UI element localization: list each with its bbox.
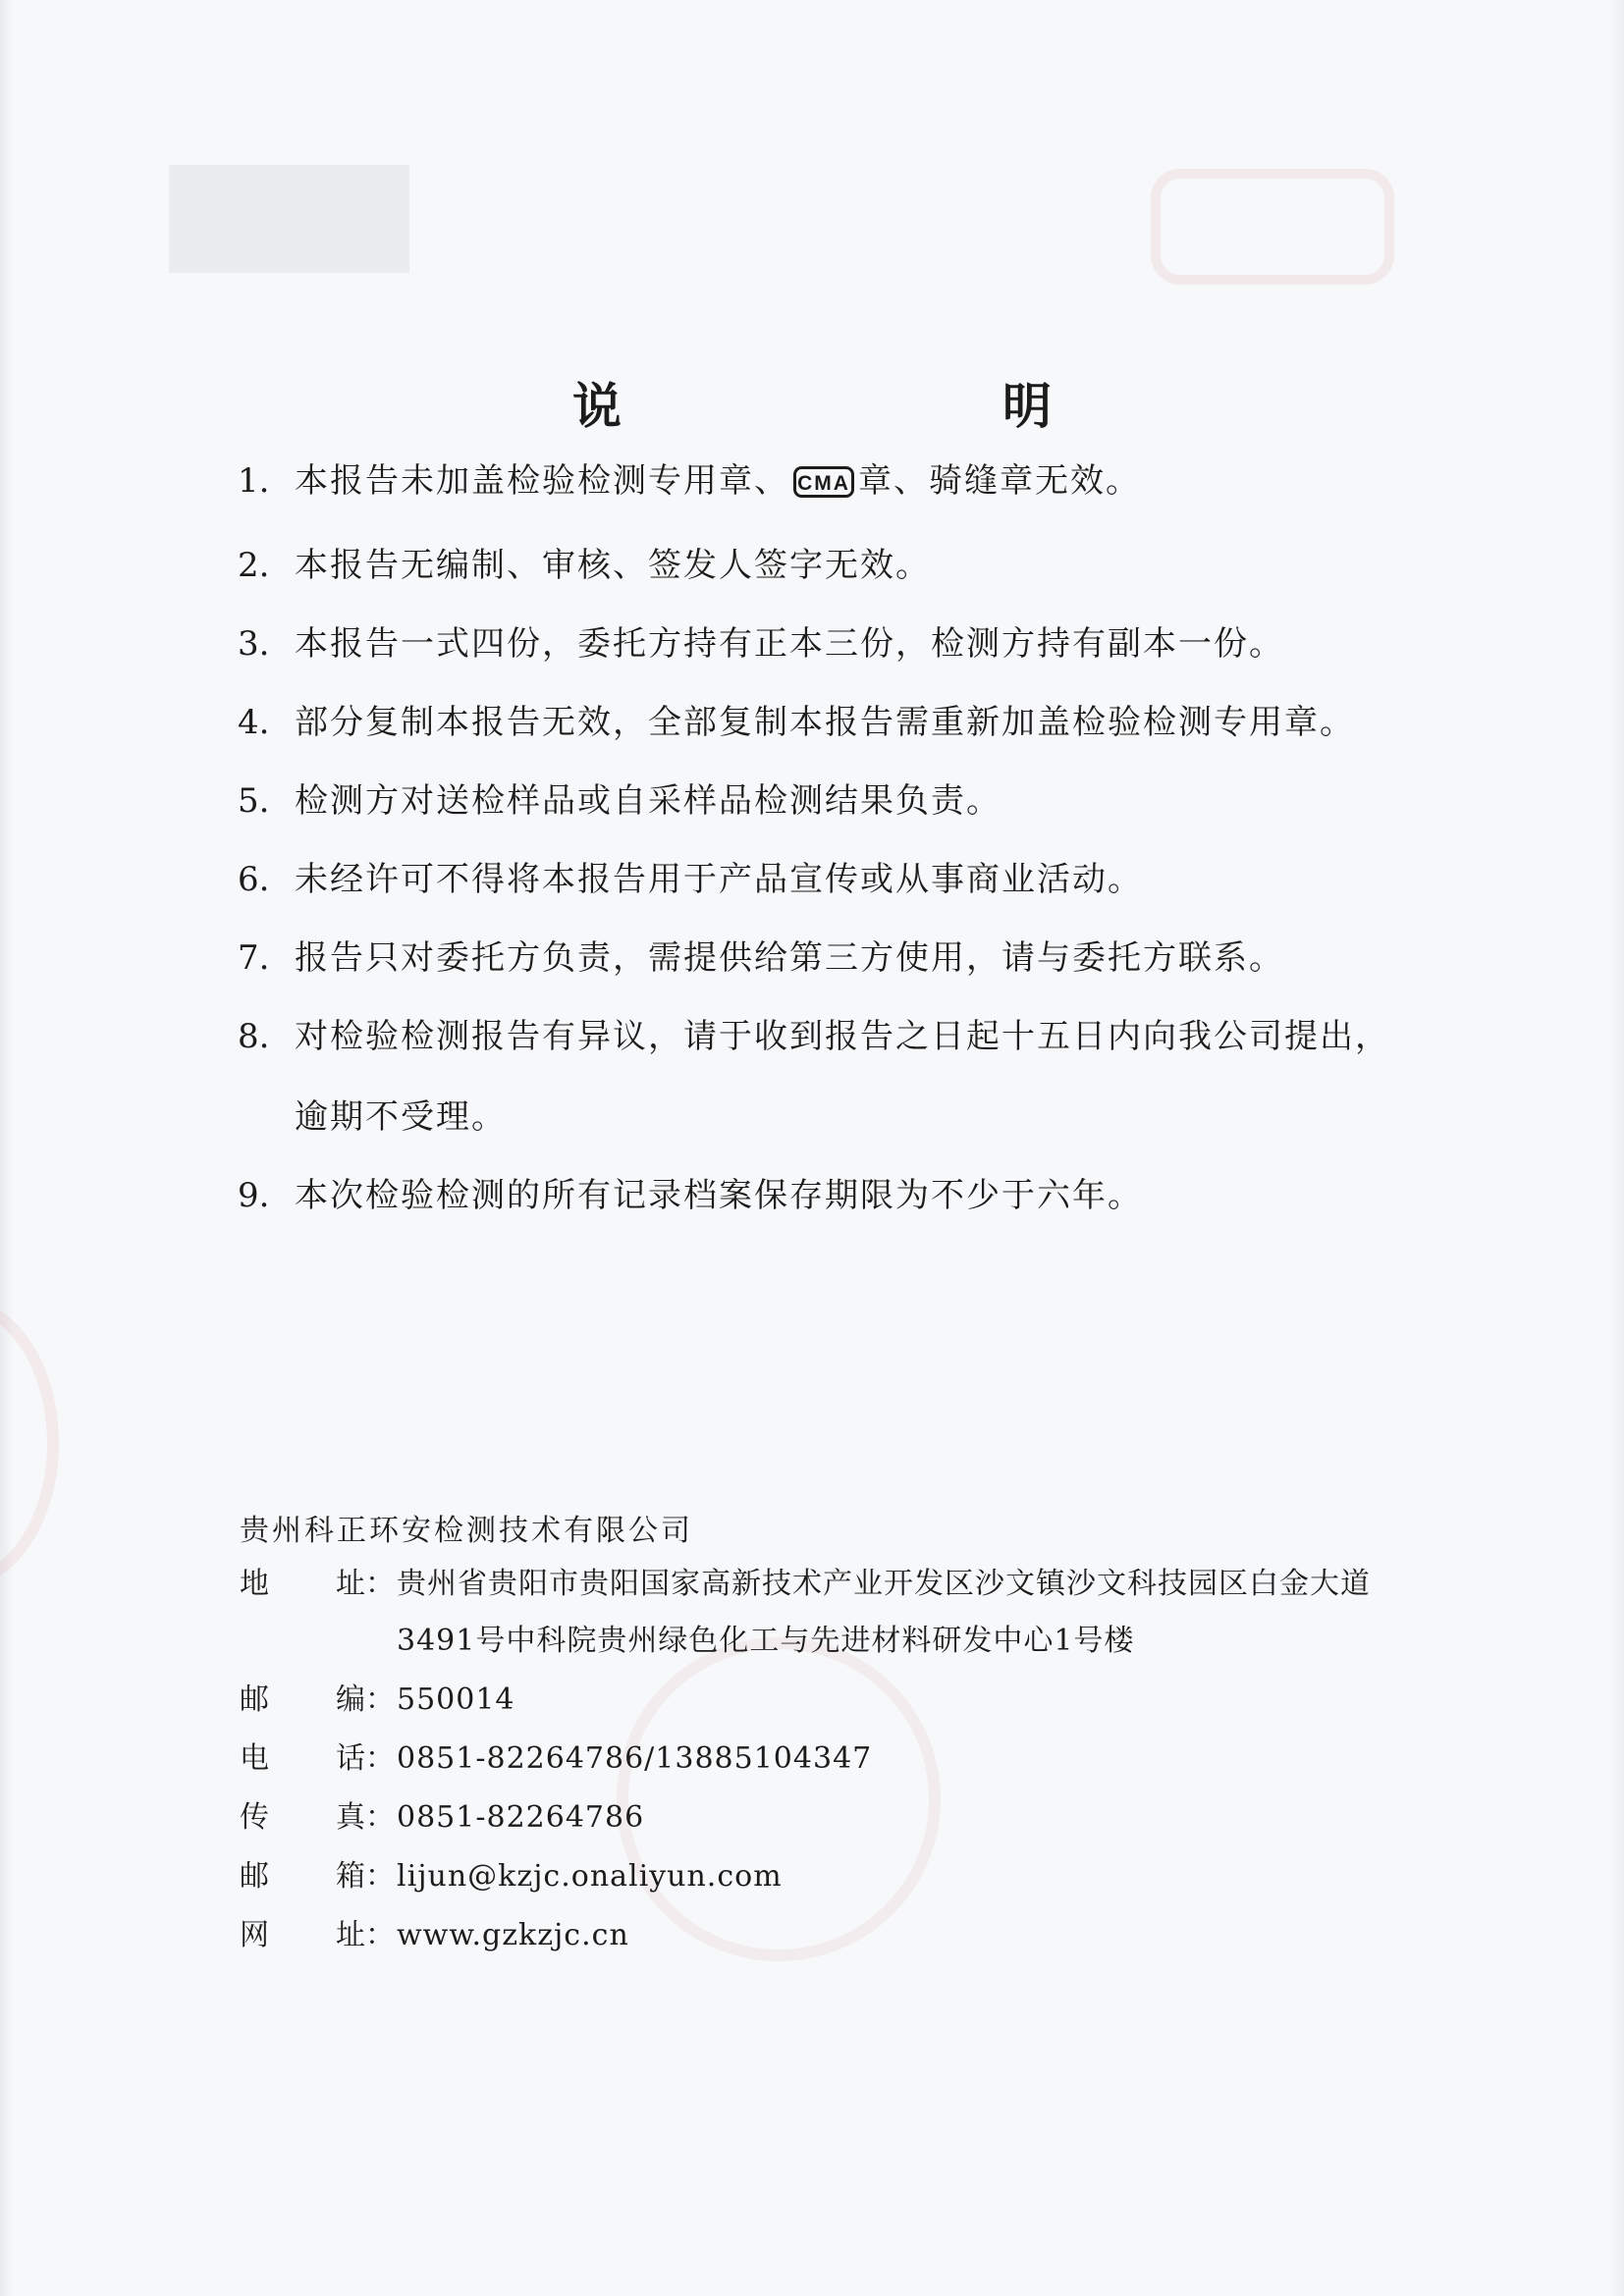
item-text-part: 本报告未加盖检验检测专用章、 xyxy=(295,461,789,501)
svg-text:CMA: CMA xyxy=(797,472,850,495)
company-name: 贵州科正环安检测技术有限公司 xyxy=(240,1514,693,1548)
item-number: 3. xyxy=(238,624,270,664)
item-text: 检测方对送检样品或自采样品检测结果负责。 xyxy=(295,781,1001,821)
page-title: 说 明 xyxy=(572,378,1146,435)
postcode-row xyxy=(240,1679,1467,1722)
item-text: 本报告无编制、审核、签发人签字无效。 xyxy=(295,546,931,585)
website-label: 网 址： xyxy=(240,1918,395,1952)
postcode-label: 邮 编： xyxy=(240,1682,395,1717)
item-number: 1. xyxy=(238,461,270,501)
list-item xyxy=(238,1015,1435,1139)
fax-row xyxy=(240,1796,1467,1840)
cma-logo-icon xyxy=(793,465,854,508)
email-row xyxy=(240,1855,1467,1898)
item-text: 本报告一式四份，委托方持有正本三份，检测方持有副本一份。 xyxy=(295,624,1284,664)
item-text xyxy=(295,1015,1435,1139)
address-line-1: 贵州省贵阳市贵阳国家高新技术产业开发区沙文镇沙文科技园区白金大道 xyxy=(397,1567,1371,1601)
phone-value: 0851-82264786/13885104347 xyxy=(397,1741,873,1776)
list-item xyxy=(238,459,1435,508)
item-number: 6. xyxy=(238,860,270,899)
email-label: 邮 箱： xyxy=(240,1859,395,1894)
item-text: 部分复制本报告无效，全部复制本报告需重新加盖检验检测专用章。 xyxy=(295,703,1355,742)
address-line-2: 3491号中科院贵州绿色化工与先进材料研发中心1号楼 xyxy=(397,1624,1135,1658)
item-text-line: 对检验检测报告有异议，请于收到报告之日起十五日内向我公司提出， xyxy=(295,1017,1390,1056)
edge-seal-mark xyxy=(0,1296,59,1590)
list-item xyxy=(238,701,1435,744)
item-text xyxy=(295,459,1435,508)
item-number: 2. xyxy=(238,546,270,585)
list-item xyxy=(238,779,1435,823)
contact-info xyxy=(240,1563,1467,1973)
list-item xyxy=(238,936,1435,980)
show-through-mark xyxy=(169,165,409,273)
fax-label: 传 真： xyxy=(240,1800,395,1835)
website-value: www.gzkzjc.cn xyxy=(397,1918,629,1952)
item-text: 未经许可不得将本报告用于产品宣传或从事商业活动。 xyxy=(295,860,1143,899)
phone-label: 电 话： xyxy=(240,1741,395,1776)
phone-row xyxy=(240,1737,1467,1781)
item-text-continuation: 逾期不受理。 xyxy=(295,1097,507,1137)
item-text-part: 章、骑缝章无效。 xyxy=(858,461,1141,501)
address-row xyxy=(240,1563,1467,1663)
item-number: 5. xyxy=(238,781,270,821)
address-value xyxy=(397,1563,1467,1663)
item-number: 7. xyxy=(238,938,270,978)
list-item xyxy=(238,1174,1435,1217)
item-number: 8. xyxy=(238,1017,270,1056)
notes-list xyxy=(238,459,1435,1253)
list-item xyxy=(238,544,1435,587)
email-value: lijun@kzjc.onaliyun.com xyxy=(397,1859,783,1894)
fax-value: 0851-82264786 xyxy=(397,1800,645,1835)
website-row xyxy=(240,1914,1467,1957)
item-text: 本次检验检测的所有记录档案保存期限为不少于六年。 xyxy=(295,1176,1143,1215)
list-item xyxy=(238,858,1435,901)
address-label: 地 址： xyxy=(240,1567,395,1601)
show-through-stamp xyxy=(1151,169,1394,285)
list-item xyxy=(238,622,1435,666)
postcode-value: 550014 xyxy=(397,1682,515,1717)
item-number: 4. xyxy=(238,703,270,742)
item-text: 报告只对委托方负责，需提供给第三方使用，请与委托方联系。 xyxy=(295,938,1284,978)
item-number: 9. xyxy=(238,1176,270,1215)
